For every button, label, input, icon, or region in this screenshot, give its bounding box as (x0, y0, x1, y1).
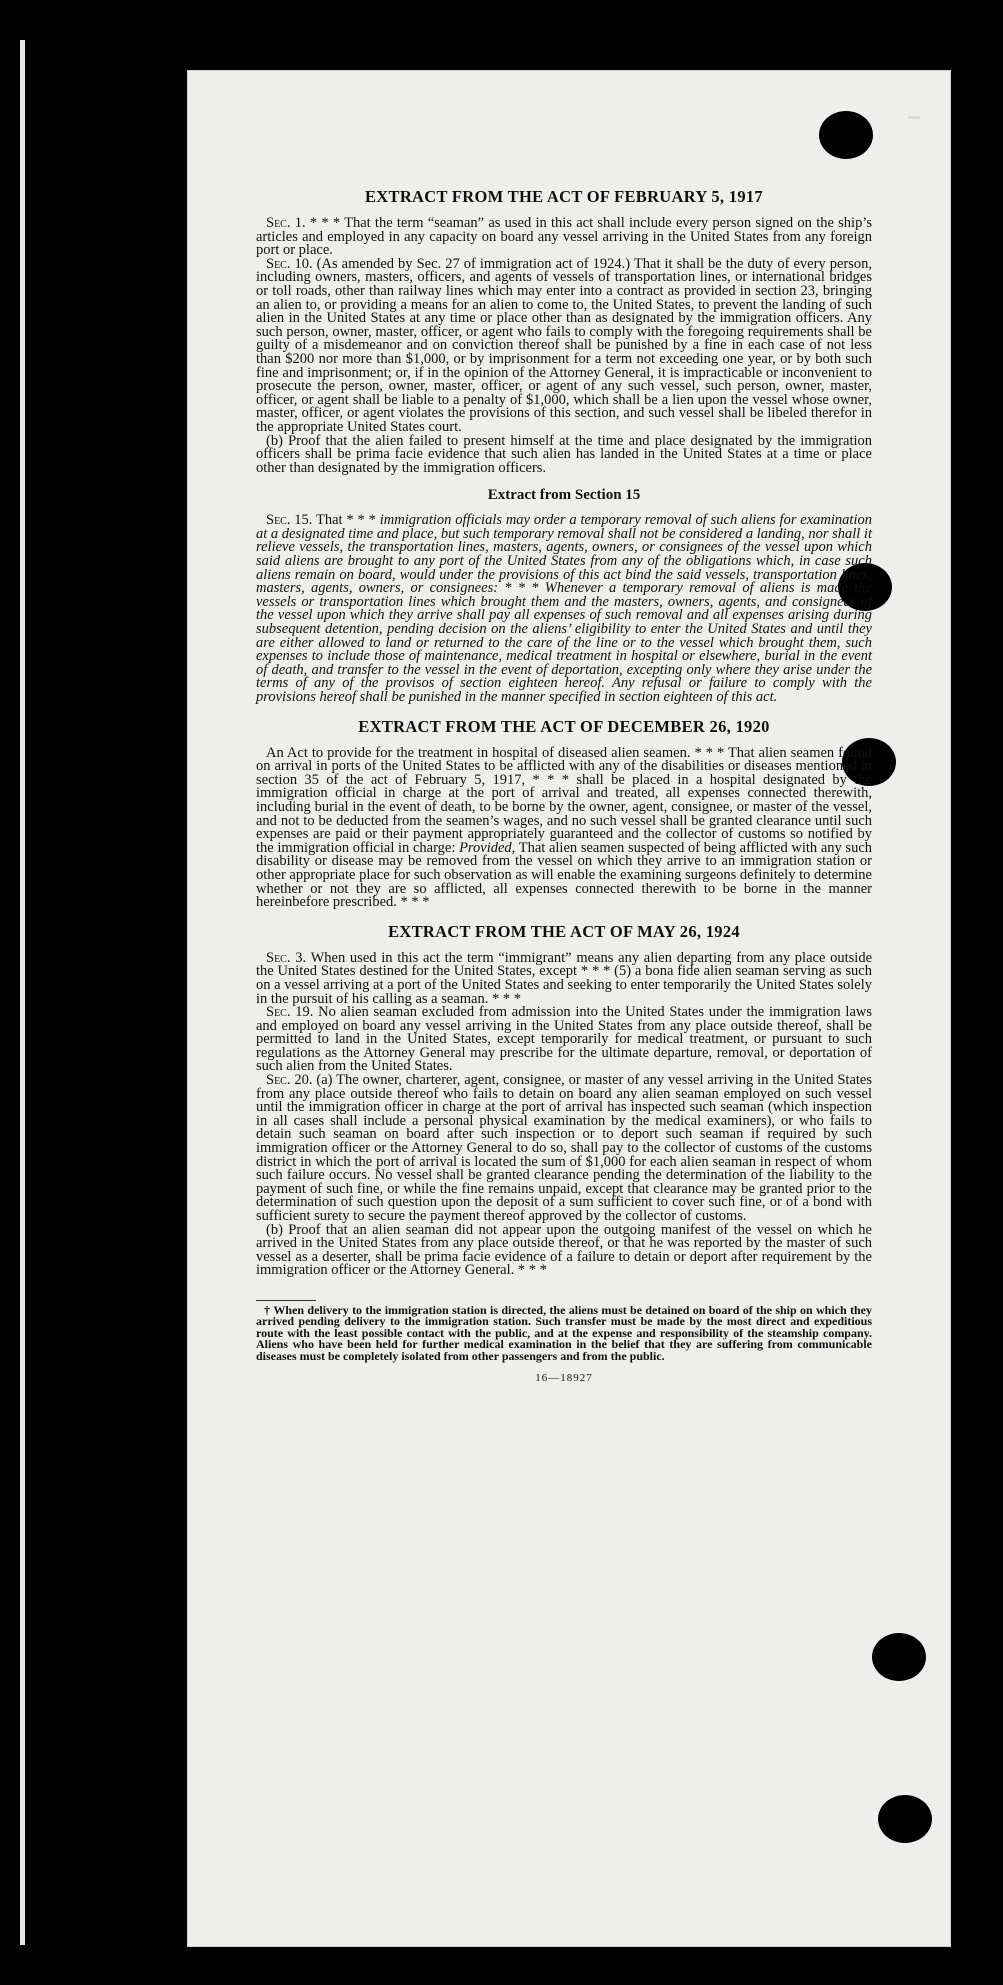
section-3 (256, 949, 873, 1007)
document-body (256, 187, 872, 1384)
section-15-label: Sec. 15. (266, 512, 313, 529)
section-15-italic-text: immigration officials may order a temporary removal of such aliens for examination at a designated time and place, but such temporary removal shall not be considered a landing, nor shall it relieve vessels, the transportation lines, masters, agents, owners, or consignees of the vessel upon which said aliens are brought to any port of the United States from any of the obligations which, in case such aliens remain on board, would under the provisions of this act bind the said vessels, transportation lines, masters, agents, owners, or consignees: * * * Whenever a temporary removal of aliens is made the vessels or transportation lines which brought them and the masters, owners, agents, and consignees of the vessel upon which they arrive shall pay all expenses of such removal and all expenses arising during subsequent detention, pending decision on the aliens’ eligibility to enter the United States and until they are either allowed to land or returned to the care of the line or to the vessel which brought them, such expenses to include those of maintenance, medical treatment in hospital or elsewhere, burial in the event of death, and transfer to the vessel in the event of deportation, excepting only where they arise under the terms of any of the provisos of section eighteen hereof. Any refusal or failure to comply with the provisions hereof shall be punished in the manner specified in section eighteen of this act. (256, 512, 872, 705)
film-mark (908, 116, 920, 119)
subheading-section-15: Extract from Section 15 (487, 487, 641, 504)
film-edge-line (20, 40, 25, 1945)
section-20-text: (a) The owner, charterer, agent, consignee, or master of any vessel arriving in the United States from any place outside thereof who fails to detain on board any alien seaman employed on such vessel until the immigration officer in charge at the port of arrival has inspected such seaman (which inspection in all cases shall include a personal physical examination by the medical examiners), or who fails to detain such seaman on board after such inspection or to deport such seaman if required by such immigration officer or the Attorney General to do so, shall pay to the collector of customs of the customs district in which the port of arrival is located the sum of $1,000 for each alien seaman in respect of whom such failure occurs. No vessel shall be granted clearance pending the determination of the liability to the payment of such fine, or while the fine remains unpaid, except that clearance may be granted prior to the determination of such question upon the deposit of a sum sufficient to cover such fine, or of a bond with sufficient surety to secure the payment thereof approved by the collector of customs. (256, 1072, 872, 1224)
punch-hole (878, 1795, 932, 1843)
section-20 (256, 1074, 872, 1224)
form-number: 16—18927 (535, 1372, 593, 1384)
heading-act-1920: EXTRACT FROM THE ACT OF DECEMBER 26, 1920 (358, 716, 770, 736)
punch-hole (819, 111, 873, 159)
section-3-label: Sec. 3. (266, 949, 307, 966)
act-1920-text (256, 744, 873, 911)
section-19 (256, 1006, 872, 1074)
section-10-b: (b) Proof that the alien failed to present himself at the time and place designated by the immigration officers shall be prima facie evidence that such alien has landed in the United States at a time or place other than designated by the immigration officers. (256, 432, 872, 476)
act-1920-part-b: That alien seamen suspected of being afflicted with any such disability or disease may be removed from the vessel on which they arrive to an immigration station or other appropriate place for such observation as will enable the examining surgeons definitely to determine whether or not they are so afflicted, all expenses connected therewith to be borne in the manner hereinbefore prescribed. * * * (256, 839, 873, 911)
heading-act-1917: EXTRACT FROM THE ACT OF FEBRUARY 5, 1917 (365, 187, 763, 206)
punch-hole (872, 1633, 926, 1681)
section-15 (256, 514, 872, 704)
section-20-b: (b) Proof that an alien seaman did not appear upon the outgoing manifest of the vessel on which he arrived in the United States from any place outside thereof, or that he was reported by the master of such vessel as a deserter, shall be prima facie evidence of a failure to detain or deport after requirement by the immigration officer or the Attorney General. * * * (256, 1221, 872, 1279)
document-page (187, 70, 951, 1947)
section-20-label: Sec. 20. (266, 1072, 313, 1089)
section-10 (256, 255, 873, 435)
act-1920-part-a: An Act to provide for the treatment in hospital of diseased alien seamen. * * * That alien seamen found on arrival in ports of the United States to be afflicted with any of the disabilities or diseases mentioned in section 35 of the act of February 5, 1917, * * * shall be placed in a hospital designated by the immigration official in charge at the port of arrival and treated, all expenses connected therewith, including burial in the event of death, to be borne by the owner, agent, consignee, or master of the vessel, and not to be deducted from the seamen’s wages, and no such vessel shall be granted clearance until such expenses are paid or their payment appropriately guaranteed and the collector of customs so notified by the immigration official in charge: (256, 744, 872, 856)
footnote: † When delivery to the immigration station is directed, the aliens must be detained on board of the ship on which they arrived pending delivery to the immigration station. Such transfer must be made by the most direct and expeditious route with the least possible contact with the public, and at the expense and responsibility of the steamship company. Aliens who have been held for further medical examination in the belief that they are suffering from communicable diseases must be completely isolated from other passengers and from the public. (256, 1302, 872, 1363)
section-1-text: * * * That the term “seaman” as used in this act shall include every person signed on the ship’s articles and employed in any capacity on board any vessel arriving in the United States from any foreign port or place. (256, 215, 873, 259)
section-10-text: (As amended by Sec. 27 of immigration act of 1924.) That it shall be the duty of every person, including owners, masters, officers, and agents of vessels of transportation lines, or international bridges or toll roads, other than railway lines which may enter into a contract as provided in section 23, bringing an alien to, or providing a means for an alien to come to, the United States, to prevent the landing of such alien in the United States at any time or place other than as designated by the immigration officers. Any such person, owner, master, officer, or agent who fails to comply with the foregoing requirements shall be guilty of a misdemeanor and on conviction thereof shall be punished by a fine in each case of not less than $200 nor more than $1,000, or by imprisonment for a term not exceeding one year, or by both such fine and imprisonment; or, if in the opinion of the Attorney General, it is impracticable or inconvenient to prosecute the person, owner, master, officer, or agent of any such vessel, such person, owner, master, officer, or agent shall be liable to a penalty of $1,000, which shall be a lien upon the vessel whose owner, master, officer, or agent violates the provisions of this section, and such vessel shall be libeled therefor in the appropriate United States court. (256, 255, 873, 435)
section-1-label: Sec. 1. (266, 215, 306, 231)
section-19-label: Sec. 19. (266, 1004, 314, 1021)
section-10-label: Sec. 10. (266, 255, 313, 272)
section-15-lead-text: That * * * (312, 512, 380, 529)
section-19-text: No alien seaman excluded from admission into the United States under the immigration laws and employed on board any vessel arriving in the United States from any place outside thereof, shall be permitted to land in the United States, except temporarily for medical treatment, or pursuant to such regulations as the Attorney General may prescribe for the ultimate departure, removal, or deportation of such alien from the United States. (256, 1004, 873, 1075)
provided-label: Provided, (459, 839, 516, 856)
section-3-text: When used in this act the term “immigrant” means any alien departing from any place outside the United States destined for the United States, except * * * (5) a bona fide alien seaman serving as such on a vessel arriving at a port of the United States and seeking to enter temporarily the United States solely in the pursuit of his calling as a seaman. * * * (256, 949, 873, 1007)
section-1 (256, 217, 872, 258)
footnote-divider (256, 1300, 316, 1301)
heading-act-1924: EXTRACT FROM THE ACT OF MAY 26, 1924 (388, 921, 740, 941)
